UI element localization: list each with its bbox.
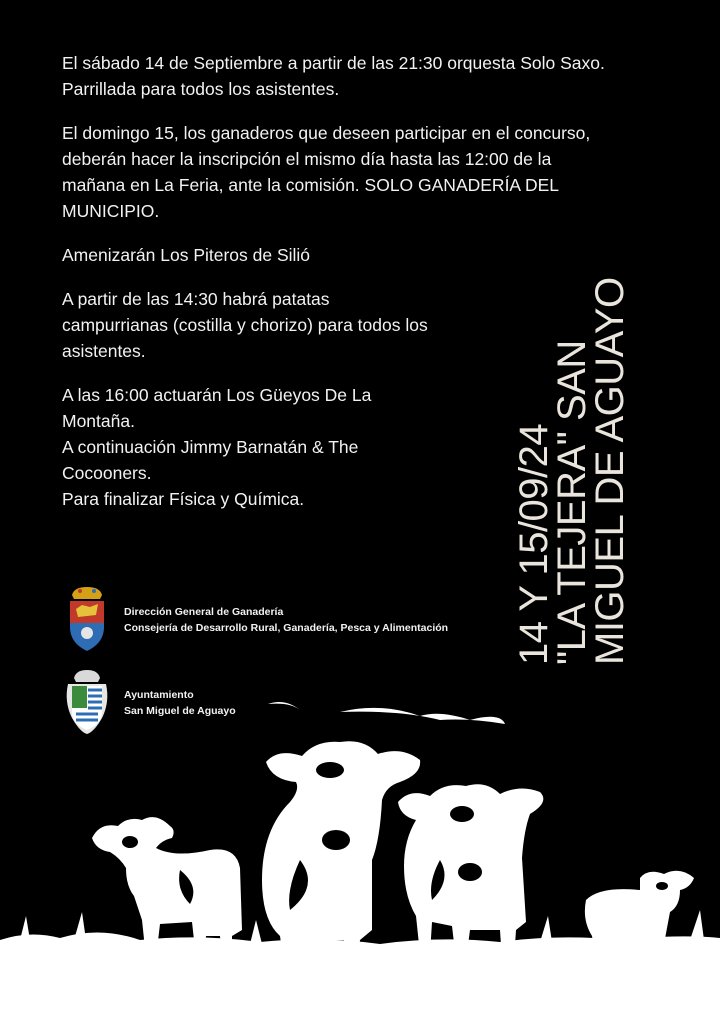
text-line: mañana en La Feria, ante la comisión. SOLO GANADERÍA DEL	[62, 175, 560, 195]
cows-silhouette-icon	[0, 690, 720, 1018]
coat-of-arms-cantabria-icon	[62, 585, 112, 655]
text-line: MUNICIPIO.	[62, 201, 160, 221]
text-line: El sábado 14 de Septiembre a partir de las 21:30 orquesta Solo Saxo.	[62, 53, 605, 73]
text-line: campurrianas (costilla y chorizo) para todos los	[62, 315, 428, 335]
text-line: A las 16:00 actuarán Los Güeyos De La	[62, 385, 372, 405]
text-line: asistentes.	[62, 341, 146, 361]
event-title	[512, 225, 632, 665]
text-line: Para finalizar Física y Química.	[62, 489, 305, 509]
text-line: Montaña.	[62, 411, 135, 431]
title-venue: "LA TEJERA" SAN	[550, 340, 594, 665]
paragraph-saturday	[62, 50, 672, 102]
text-line: Amenizarán Los Piteros de Silió	[62, 245, 311, 265]
text-line: El domingo 15, los ganaderos que deseen participar en el concurso,	[62, 123, 591, 143]
logo-block-ganaderia	[62, 585, 448, 655]
paragraph-patatas	[62, 286, 482, 364]
text-line: deberán hacer la inscripción el mismo día hasta las 12:00 de la	[62, 149, 552, 169]
title-dates: 14 Y 15/09/24	[512, 423, 556, 665]
text-line: Cocooners.	[62, 463, 152, 483]
text-line: A continuación Jimmy Barnatán & The	[62, 437, 359, 457]
logo-caption	[124, 604, 448, 636]
paragraph-music	[62, 382, 482, 512]
logo-caption-line: Ayuntamiento	[124, 689, 194, 701]
title-town: MIGUEL DE AGUAYO	[588, 277, 632, 665]
text-line: A partir de las 14:30 habrá patatas	[62, 289, 330, 309]
text-line: Parrillada para todos los asistentes.	[62, 79, 340, 99]
logo-caption-line: San Miguel de Aguayo	[124, 705, 236, 717]
logo-caption-line: Consejería de Desarrollo Rural, Ganadería, Pesca y Alimentación	[124, 622, 449, 634]
logo-caption-line: Dirección General de Ganadería	[124, 606, 284, 618]
paragraph-sunday-contest	[62, 120, 672, 224]
